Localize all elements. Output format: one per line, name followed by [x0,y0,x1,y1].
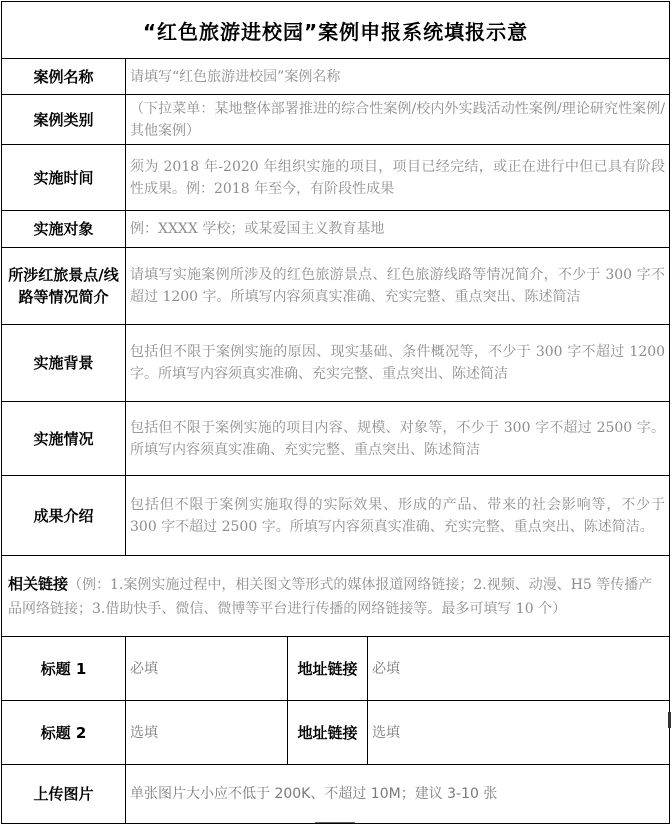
bottom-crop-mark [315,822,355,823]
label-case-category: 案例类别 [2,95,126,145]
related-links-heading: 相关链接 [8,574,69,593]
background-field[interactable]: 包括但不限于案例实施的原因、现实基础、条件概况等，不少于 300 字不超过 1200 字。所填写内容须真实准确、充实完整、重点突出、陈述简洁 [126,325,670,402]
form-title: “红色旅游进校园”案例申报系统填报示意 [2,2,670,59]
label-upload-images: 上传图片 [2,765,126,824]
label-url-1: 地址链接 [288,637,368,701]
title-2-field[interactable]: 选填 [126,701,288,765]
label-target: 实施对象 [2,211,126,248]
label-situation: 实施情况 [2,402,126,476]
case-category-select[interactable]: （下拉菜单：某地整体部署推进的综合性案例/校内外实践活动性案例/理论研究性案例/其他案例） [126,95,670,145]
label-case-name: 案例名称 [2,59,126,95]
url-2-field[interactable]: 选填 [368,701,670,765]
url-1-field[interactable]: 必填 [368,637,670,701]
results-field[interactable]: 包括但不限于案例实施取得的实际效果、形成的产品、带来的社会影响等，不少于 300 字不超过 2500 字。所填写内容须真实准确、充实完整、重点突出、陈述简洁。 [126,476,670,556]
scenic-spots-field[interactable]: 请填写实施案例所涉及的红色旅游景点、红色旅游线路等情况简介，不少于 300 字不超过 1200 字。所填写内容须真实准确、充实完整、重点突出、陈述简洁 [126,248,670,325]
implementation-time-field[interactable]: 须为 2018 年-2020 年组织实施的项目，项目已经完结，或正在进行中但已具有阶段性成果。例：2018 年至今，有阶段性成果 [126,145,670,211]
case-name-field[interactable]: 请填写“红色旅游进校园”案例名称 [126,59,670,95]
title-1-field[interactable]: 必填 [126,637,288,701]
situation-field[interactable]: 包括但不限于案例实施的项目内容、规模、对象等，不少于 300 字不超过 2500 字。所填写内容须真实准确、充实完整、重点突出、陈述简洁 [126,402,670,476]
upload-images-field[interactable]: 单张图片大小应不低于 200K、不超过 10M；建议 3-10 张 [126,765,670,824]
label-implementation-time: 实施时间 [2,145,126,211]
label-scenic-spots: 所涉红旅景点/线路等情况简介 [2,248,126,325]
label-results: 成果介绍 [2,476,126,556]
case-form-table [1,1,670,824]
related-links-note: （例：1.案例实施过程中，相关图文等形式的媒体报道网络链接；2.视频、动漫、H5 等传播产品网络链接；3.借助快手、微信、微博等平台进行传播的网络链接等。最多可填写 10 个） [8,576,653,617]
side-scroll-mark [668,712,671,728]
label-title-1: 标题 1 [2,637,126,701]
label-background: 实施背景 [2,325,126,402]
label-title-2: 标题 2 [2,701,126,765]
target-field[interactable]: 例：XXXX 学校；或某爱国主义教育基地 [126,211,670,248]
label-url-2: 地址链接 [288,701,368,765]
related-links-section [2,556,670,637]
